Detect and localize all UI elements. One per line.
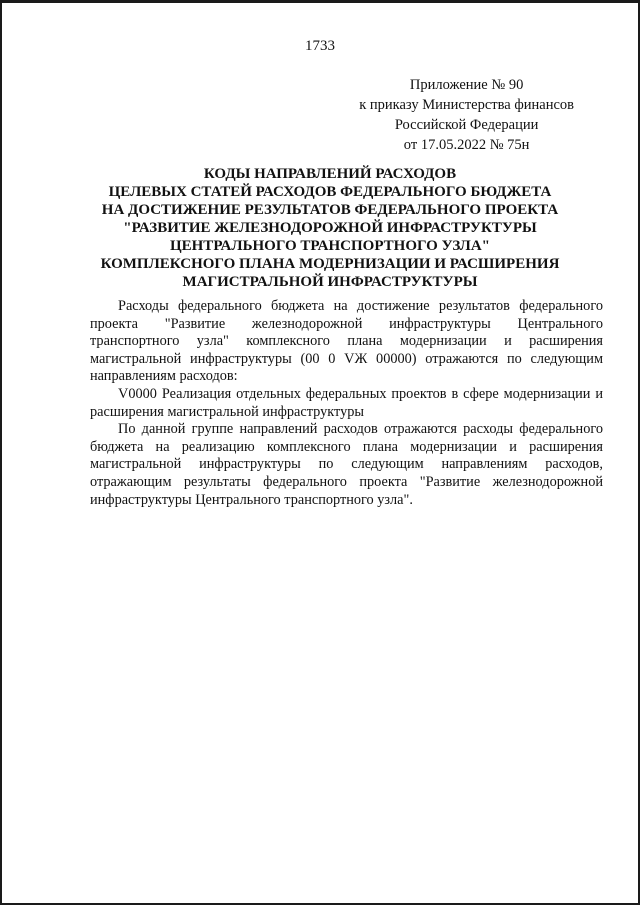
title-line: КОДЫ НАПРАВЛЕНИЙ РАСХОДОВ [203,166,457,182]
document-body [90,298,603,509]
appendix-date: от 17.05.2022 № 75н [403,137,530,153]
appendix-ministry: Российской Федерации [394,117,539,133]
title-line: МАГИСТРАЛЬНОЙ ИНФРАСТРУКТУРЫ [182,274,478,290]
scan-edge-left [0,0,2,905]
appendix-order-ref: к приказу Министерства финансов [359,97,574,113]
document-title [60,165,600,291]
scan-edge-top [0,0,640,3]
appendix-number: Приложение № 90 [409,77,524,93]
title-line: "РАЗВИТИЕ ЖЕЛЕЗНОДОРОЖНОЙ ИНФРАСТРУКТУРЫ [123,220,537,236]
title-line: ЦЕНТРАЛЬНОГО ТРАНСПОРТНОГО УЗЛА" [169,238,491,254]
title-line: НА ДОСТИЖЕНИЕ РЕЗУЛЬТАТОВ ФЕДЕРАЛЬНОГО ПРОЕКТА [101,202,559,218]
title-line: КОМПЛЕКСНОГО ПЛАНА МОДЕРНИЗАЦИИ И РАСШИРЕНИЯ [100,256,560,272]
page-number: 1733 [305,38,335,54]
paragraph-description: По данной группе направлений расходов отражаются расходы федерального бюджета на реализацию комплексного плана модернизации и расширения магистральной инфраструктуры по следующим направлениям расходов, отражающим результаты федерального проекта "Развитие железнодорожной инфраструктуры Центрального транспортного узла". [90,421,603,508]
paragraph-code-v0000: V0000 Реализация отдельных федеральных проектов в сфере модернизации и расширения магистральной инфраструктуры [90,385,603,420]
paragraph-intro: Расходы федерального бюджета на достижение результатов федерального проекта "Развитие железнодорожной инфраструктуры Центрального транспортного узла" комплексного плана модернизации и расширения магистральной инфраструктуры (00 0 VЖ 00000) отражаются по следующим направлениям расходов: [90,298,603,385]
title-line: ЦЕЛЕВЫХ СТАТЕЙ РАСХОДОВ ФЕДЕРАЛЬНОГО БЮДЖЕТА [108,184,552,200]
appendix-block [359,75,574,155]
